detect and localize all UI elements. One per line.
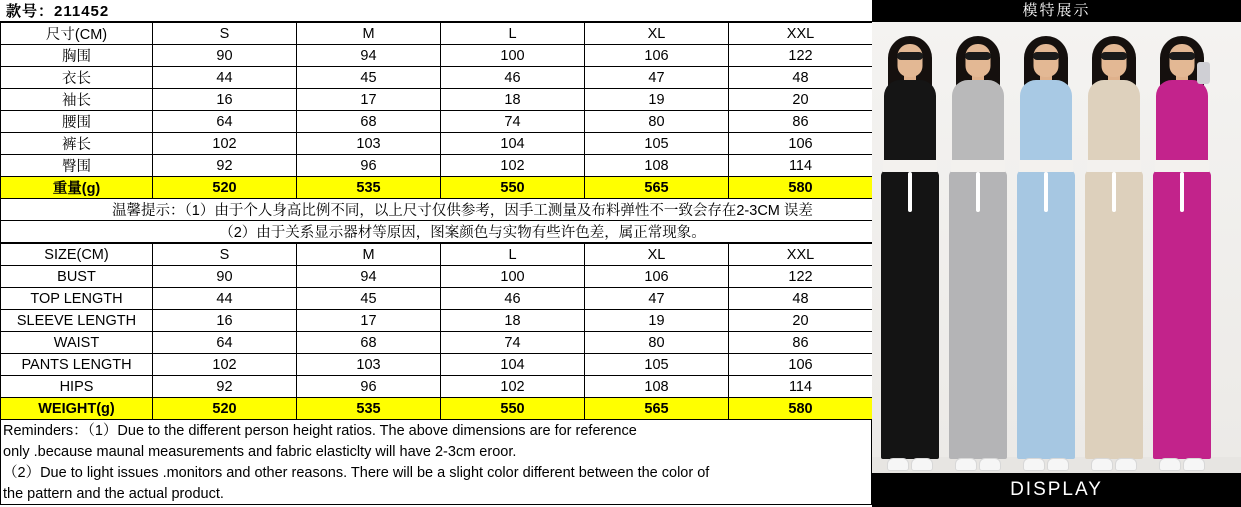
face <box>1102 44 1127 77</box>
table-row <box>1 67 873 89</box>
cell-value: 520 <box>153 177 297 199</box>
chinese-note-1: 温馨提示：（1）由于个人身高比例不同，以上尺寸仅供参考，因手工测量及布料弹性不一致会存在2-3CM 误差 <box>1 199 873 221</box>
cell-value: 92 <box>153 155 297 177</box>
drawstring <box>1180 172 1184 212</box>
cell-value: 108 <box>585 376 729 398</box>
cell-value: 580 <box>729 177 873 199</box>
chinese-note-row-2 <box>1 221 873 243</box>
reminder-line-4: the pattern and the actual product. <box>3 486 224 502</box>
table-row-weight <box>1 177 873 199</box>
cell-value: 17 <box>297 89 441 111</box>
cell-value: 48 <box>729 67 873 89</box>
row-label: WEIGHT(g) <box>1 398 153 420</box>
header-cell-l: L <box>441 23 585 45</box>
table-row <box>1 111 873 133</box>
row-label: SLEEVE LENGTH <box>1 310 153 332</box>
reminders-block <box>0 420 872 505</box>
cell-value: 80 <box>585 111 729 133</box>
cell-value: 96 <box>297 155 441 177</box>
cell-value: 45 <box>297 67 441 89</box>
cell-value: 16 <box>153 310 297 332</box>
shoes <box>955 458 1001 471</box>
sunglasses-icon <box>965 52 991 60</box>
shoes <box>1159 458 1205 471</box>
sunglasses-icon <box>1101 52 1127 60</box>
cell-value: 17 <box>297 310 441 332</box>
cell-value: 64 <box>153 111 297 133</box>
model-black <box>878 22 942 473</box>
cell-value: 102 <box>441 376 585 398</box>
cell-value: 68 <box>297 332 441 354</box>
cell-value: 16 <box>153 89 297 111</box>
drawstring <box>1112 172 1116 212</box>
cell-value: 565 <box>585 177 729 199</box>
table-row <box>1 45 873 67</box>
reminder-line-3: （2）Due to light issues .monitors and other reasons. There will be a slight color different between the color of <box>3 465 710 481</box>
tshirt <box>1156 80 1208 166</box>
cell-value: 105 <box>585 354 729 376</box>
cell-value: 68 <box>297 111 441 133</box>
table-row <box>1 332 873 354</box>
model-display-panel <box>872 0 1241 507</box>
cell-value: 90 <box>153 45 297 67</box>
cell-value: 18 <box>441 310 585 332</box>
header-cell-l: L <box>441 244 585 266</box>
pants <box>1153 170 1211 459</box>
cell-value: 74 <box>441 332 585 354</box>
reminder-line-1: Reminders：（1）Due to the different person height ratios. The above dimensions are for reference <box>3 423 637 439</box>
table-row <box>1 354 873 376</box>
cell-value: 580 <box>729 398 873 420</box>
cell-value: 100 <box>441 266 585 288</box>
cell-value: 20 <box>729 310 873 332</box>
cell-value: 47 <box>585 288 729 310</box>
cell-value: 94 <box>297 45 441 67</box>
cell-value: 100 <box>441 45 585 67</box>
pants <box>1085 170 1143 459</box>
style-number-bar <box>0 0 872 22</box>
chinese-note-row-1 <box>1 199 873 221</box>
waistband <box>1155 160 1209 172</box>
header-cell-m: M <box>297 244 441 266</box>
face <box>1034 44 1059 77</box>
phone-icon <box>1197 62 1210 84</box>
cell-value: 103 <box>297 133 441 155</box>
sunglasses-icon <box>1169 52 1195 60</box>
cell-value: 102 <box>441 155 585 177</box>
pants <box>881 170 939 459</box>
cell-value: 106 <box>585 45 729 67</box>
cell-value: 44 <box>153 67 297 89</box>
cell-value: 108 <box>585 155 729 177</box>
row-label: HIPS <box>1 376 153 398</box>
cell-value: 102 <box>153 133 297 155</box>
cell-value: 86 <box>729 332 873 354</box>
cell-value: 20 <box>729 89 873 111</box>
table-row <box>1 266 873 288</box>
sunglasses-icon <box>1033 52 1059 60</box>
cell-value: 565 <box>585 398 729 420</box>
table-row <box>1 288 873 310</box>
face <box>1170 44 1195 77</box>
cell-value: 106 <box>585 266 729 288</box>
header-cell-size: 尺寸(CM) <box>1 23 153 45</box>
cell-value: 122 <box>729 266 873 288</box>
english-size-table <box>0 243 873 420</box>
waistband <box>883 160 937 172</box>
row-label: 袖长 <box>1 89 153 111</box>
cell-value: 114 <box>729 155 873 177</box>
model-light-blue <box>1014 22 1078 473</box>
cell-value: 520 <box>153 398 297 420</box>
cell-value: 535 <box>297 177 441 199</box>
shoes <box>1023 458 1069 471</box>
table-row <box>1 376 873 398</box>
header-cell-xxl: XXL <box>729 244 873 266</box>
display-panel-footer: DISPLAY <box>872 473 1241 507</box>
cell-value: 104 <box>441 133 585 155</box>
tshirt <box>884 80 936 166</box>
drawstring <box>908 172 912 212</box>
row-label: 衣长 <box>1 67 153 89</box>
cell-value: 46 <box>441 288 585 310</box>
row-label: PANTS LENGTH <box>1 354 153 376</box>
cell-value: 48 <box>729 288 873 310</box>
row-label: 腰围 <box>1 111 153 133</box>
display-panel-title: 模特展示 <box>872 0 1241 22</box>
cell-value: 96 <box>297 376 441 398</box>
cell-value: 80 <box>585 332 729 354</box>
cell-value: 105 <box>585 133 729 155</box>
header-cell-xxl: XXL <box>729 23 873 45</box>
tshirt <box>1020 80 1072 166</box>
row-label: 胸围 <box>1 45 153 67</box>
row-label: 重量(g) <box>1 177 153 199</box>
header-cell-s: S <box>153 244 297 266</box>
waistband <box>951 160 1005 172</box>
chinese-note-2: （2）由于关系显示器材等原因，图案颜色与实物有些许色差，属正常现象。 <box>1 221 873 243</box>
table-row <box>1 310 873 332</box>
cell-value: 46 <box>441 67 585 89</box>
cell-value: 90 <box>153 266 297 288</box>
cell-value: 19 <box>585 89 729 111</box>
cell-value: 550 <box>441 177 585 199</box>
cell-value: 45 <box>297 288 441 310</box>
cell-value: 18 <box>441 89 585 111</box>
waistband <box>1087 160 1141 172</box>
table-header-row <box>1 23 873 45</box>
tshirt <box>1088 80 1140 166</box>
table-row <box>1 89 873 111</box>
header-cell-xl: XL <box>585 244 729 266</box>
cell-value: 19 <box>585 310 729 332</box>
waistband <box>1019 160 1073 172</box>
header-cell-size: SIZE(CM) <box>1 244 153 266</box>
header-cell-s: S <box>153 23 297 45</box>
cell-value: 64 <box>153 332 297 354</box>
cell-value: 92 <box>153 376 297 398</box>
tshirt <box>952 80 1004 166</box>
cell-value: 86 <box>729 111 873 133</box>
cell-value: 550 <box>441 398 585 420</box>
cell-value: 74 <box>441 111 585 133</box>
cell-value: 106 <box>729 354 873 376</box>
table-row-weight <box>1 398 873 420</box>
cell-value: 104 <box>441 354 585 376</box>
face <box>966 44 991 77</box>
drawstring <box>976 172 980 212</box>
row-label: WAIST <box>1 332 153 354</box>
pants <box>949 170 1007 459</box>
cell-value: 44 <box>153 288 297 310</box>
cell-value: 102 <box>153 354 297 376</box>
face <box>898 44 923 77</box>
row-label: 臀围 <box>1 155 153 177</box>
header-cell-m: M <box>297 23 441 45</box>
cell-value: 103 <box>297 354 441 376</box>
sunglasses-icon <box>897 52 923 60</box>
chinese-size-table <box>0 22 873 243</box>
pants <box>1017 170 1075 459</box>
model-photo <box>872 22 1241 473</box>
style-number-label: 款号：211452 <box>6 3 110 20</box>
header-cell-xl: XL <box>585 23 729 45</box>
cell-value: 106 <box>729 133 873 155</box>
shoes <box>887 458 933 471</box>
cell-value: 535 <box>297 398 441 420</box>
cell-value: 122 <box>729 45 873 67</box>
drawstring <box>1044 172 1048 212</box>
cell-value: 47 <box>585 67 729 89</box>
table-header-row <box>1 244 873 266</box>
table-row <box>1 133 873 155</box>
table-row <box>1 155 873 177</box>
row-label: BUST <box>1 266 153 288</box>
row-label: TOP LENGTH <box>1 288 153 310</box>
row-label: 裤长 <box>1 133 153 155</box>
model-beige <box>1082 22 1146 473</box>
model-grey <box>946 22 1010 473</box>
reminder-line-2: only .because maunal measurements and fabric elasticlty will have 2-3cm eroor. <box>3 444 517 460</box>
model-magenta <box>1150 22 1214 473</box>
cell-value: 114 <box>729 376 873 398</box>
cell-value: 94 <box>297 266 441 288</box>
shoes <box>1091 458 1137 471</box>
